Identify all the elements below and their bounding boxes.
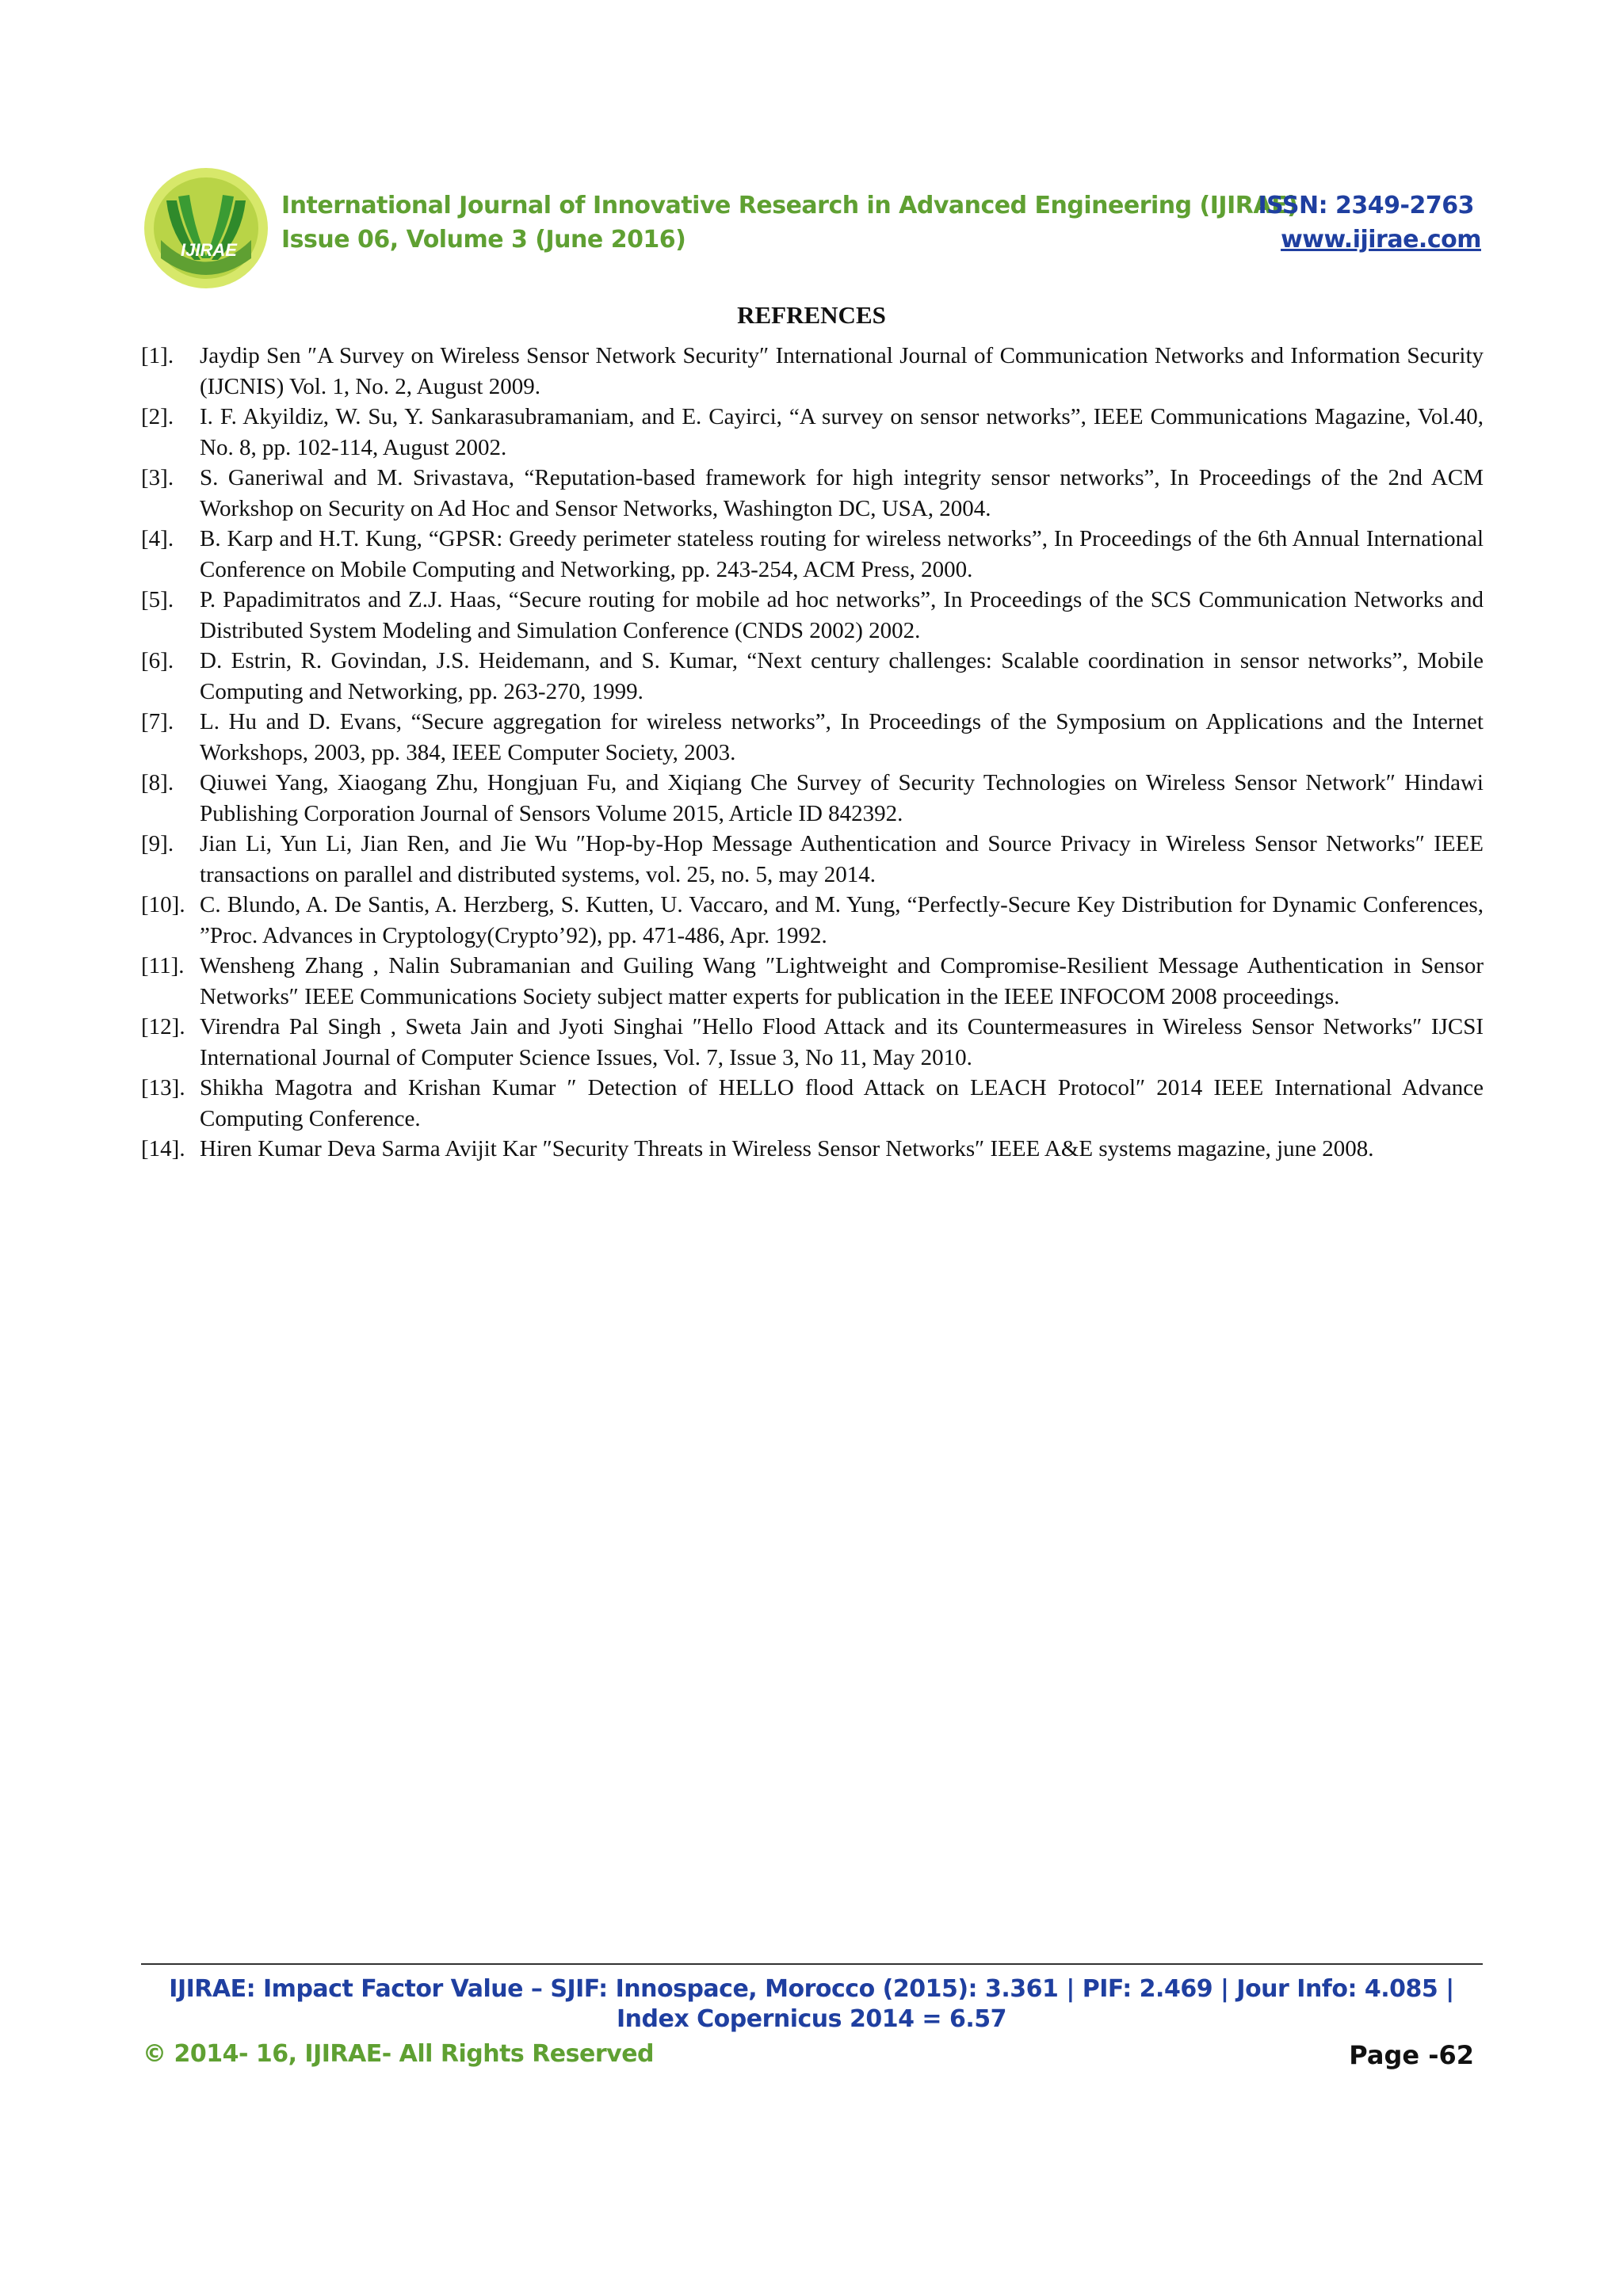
reference-item [141, 463, 1484, 524]
reference-text: D. Estrin, R. Govindan, J.S. Heidemann, and S. Kumar, “Next century challenges: Scalable coordination in sensor networks”, Mobile Computing and Networking, pp. 263-270, 1999. [200, 648, 1484, 704]
issn: ISSN: 2349-2763 [1258, 192, 1474, 219]
reference-number: [10]. [141, 892, 185, 917]
copyright: © 2014- 16, IJIRAE- All Rights Reserved [143, 2040, 655, 2068]
reference-text: Hiren Kumar Deva Sarma Avijit Kar ″Security Threats in Wireless Sensor Networks″ IEEE A&E systems magazine, june 2008. [200, 1136, 1374, 1161]
reference-number: [4]. [141, 526, 174, 551]
reference-item [141, 1012, 1484, 1073]
reference-number: [7]. [141, 709, 174, 734]
reference-number: [11]. [141, 953, 185, 978]
reference-text: Wensheng Zhang , Nalin Subramanian and Guiling Wang ″Lightweight and Compromise-Resilient Message Authentication in Sensor Networks″ IEEE Communications Society subject matter experts for publication in the IEEE INFOCOM 2008 proceedings. [200, 953, 1484, 1009]
reference-item [141, 890, 1484, 951]
reference-text: Virendra Pal Singh , Sweta Jain and Jyoti Singhai ″Hello Flood Attack and its Countermeasures in Wireless Sensor Networks″ IJCSI International Journal of Computer Science Issues, Vol. 7, Issue 3, No 11, May 2010. [200, 1014, 1484, 1070]
impact-factor-line: IJIRAE: Impact Factor Value – SJIF: Innospace, Morocco (2015): 3.361 | PIF: 2.469 | Jour Info: 4.085 | [169, 1975, 1454, 2003]
reference-item [141, 646, 1484, 707]
reference-item [141, 402, 1484, 463]
reference-item [141, 707, 1484, 768]
references-list [141, 341, 1484, 1165]
reference-number: [13]. [141, 1075, 185, 1100]
index-copernicus-line: Index Copernicus 2014 = 6.57 [616, 2005, 1006, 2033]
reference-item [141, 1073, 1484, 1134]
reference-text: S. Ganeriwal and M. Srivastava, “Reputation-based framework for high integrity sensor networks”, In Proceedings of the 2nd ACM Workshop on Security on Ad Hoc and Sensor Networks, Washington DC, USA, 2004. [200, 465, 1484, 521]
ijirae-logo [139, 165, 273, 292]
reference-number: [8]. [141, 770, 174, 795]
footer-divider [141, 1963, 1483, 1965]
reference-item [141, 524, 1484, 585]
page-number: Page -62 [1349, 2040, 1474, 2070]
reference-text: Jian Li, Yun Li, Jian Ren, and Jie Wu ″Hop-by-Hop Message Authentication and Source Privacy in Wireless Sensor Networks″ IEEE transactions on parallel and distributed systems, vol. 25, no. 5, may 2014. [200, 831, 1484, 887]
reference-item [141, 585, 1484, 646]
reference-item [141, 951, 1484, 1012]
reference-number: [9]. [141, 831, 174, 856]
reference-number: [1]. [141, 343, 174, 368]
reference-text: B. Karp and H.T. Kung, “GPSR: Greedy perimeter stateless routing for wireless networks”, In Proceedings of the 6th Annual International Conference on Mobile Computing and Networking, pp. 243-254, ACM Press, 2000. [200, 526, 1484, 582]
reference-number: [2]. [141, 404, 174, 429]
reference-text: L. Hu and D. Evans, “Secure aggregation for wireless networks”, In Proceedings of the Symposium on Applications and the Internet Workshops, 2003, pp. 384, IEEE Computer Society, 2003. [200, 709, 1484, 765]
reference-item [141, 768, 1484, 829]
reference-number: [6]. [141, 648, 174, 673]
journal-title: International Journal of Innovative Research in Advanced Engineering (IJIRAE) [281, 192, 1298, 219]
issue-info: Issue 06, Volume 3 (June 2016) [281, 226, 686, 254]
reference-text: C. Blundo, A. De Santis, A. Herzberg, S. Kutten, U. Vaccaro, and M. Yung, “Perfectly-Secure Key Distribution for Dynamic Conferences, ”Proc. Advances in Cryptology(Crypto’92), pp. 471-486, Apr. 1992. [200, 892, 1484, 948]
reference-text: I. F. Akyildiz, W. Su, Y. Sankarasubramaniam, and E. Cayirci, “A survey on sensor networks”, IEEE Communications Magazine, Vol.40, No. 8, pp. 102-114, August 2002. [200, 404, 1484, 460]
reference-text: P. Papadimitratos and Z.J. Haas, “Secure routing for mobile ad hoc networks”, In Proceedings of the SCS Communication Networks and Distributed System Modeling and Simulation Conference (CNDS 2002) 2002. [200, 587, 1484, 643]
website-link[interactable]: www.ijirae.com [1281, 226, 1481, 254]
reference-text: Jaydip Sen ″A Survey on Wireless Sensor Network Security″ International Journal of Communication Networks and Information Security (IJCNIS) Vol. 1, No. 2, August 2009. [200, 343, 1484, 399]
reference-item [141, 1134, 1484, 1165]
reference-number: [12]. [141, 1014, 185, 1039]
reference-item [141, 829, 1484, 890]
reference-item [141, 341, 1484, 402]
reference-number: [3]. [141, 465, 174, 490]
reference-number: [14]. [141, 1136, 185, 1161]
reference-text: Shikha Magotra and Krishan Kumar ″ Detection of HELLO flood Attack on LEACH Protocol″ 2014 IEEE International Advance Computing Conference. [200, 1075, 1484, 1131]
reference-number: [5]. [141, 587, 174, 612]
logo-text: IJIRAE [181, 240, 237, 260]
references-heading: REFRENCES [737, 301, 886, 329]
page-header [139, 158, 1486, 285]
reference-text: Qiuwei Yang, Xiaogang Zhu, Hongjuan Fu, and Xiqiang Che Survey of Security Technologies on Wireless Sensor Network″ Hindawi Publishing Corporation Journal of Sensors Volume 2015, Article ID 842392. [200, 770, 1484, 826]
